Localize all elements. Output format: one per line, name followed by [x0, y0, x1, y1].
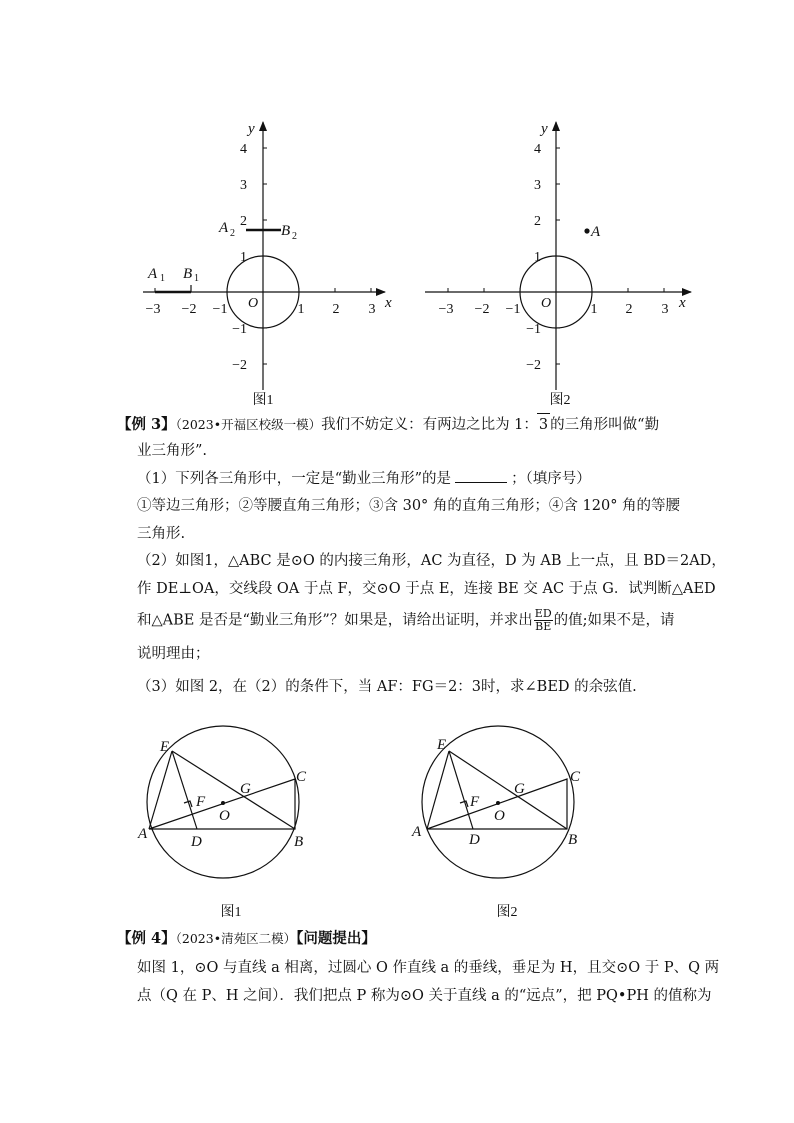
x-tick: 3	[661, 302, 669, 317]
y-tick: 1	[240, 250, 247, 265]
center-o	[496, 801, 500, 805]
segment-be	[449, 751, 567, 829]
y-tick: 2	[534, 214, 541, 229]
question-2-line2: 作 DE⊥OA，交线段 OA 于点 F，交⊙O 于点 E，连接 BE 交 AC 于点 G．试判断△AED	[137, 581, 716, 597]
label-b1: B	[183, 266, 193, 282]
y-tick: 4	[240, 142, 247, 157]
y-tick: −1	[232, 322, 247, 337]
section-title: 【问题提出】	[296, 930, 376, 947]
label-a: A	[138, 826, 148, 842]
fraction-ed-be: $\frac{ED}{BE}$	[534, 607, 552, 633]
question-1: （1）下列各三角形中，一定是“勤业三角形”的是 ；（填序号）	[137, 468, 774, 490]
coordinate-plot-left	[143, 121, 392, 408]
x-axis-label: x	[385, 295, 392, 311]
question-1-options: ①等边三角形；②等腰直角三角形；③含 30° 角的直角三角形；④含 120° 角的等腰	[137, 498, 681, 514]
origin-label: O	[248, 296, 259, 311]
label-b2: B	[281, 223, 291, 239]
y-tick: 3	[534, 178, 541, 193]
question-2-line3: 和△ABE 是否是“勤业三角形”？如果是，请给出证明，并求出 $\frac{ED}{BE}$ 的值;如果不是，请	[137, 607, 675, 633]
label-point-a: A	[591, 224, 601, 240]
svg-text:2: 2	[230, 228, 235, 239]
y-tick: 3	[240, 178, 247, 193]
right-angle-mark	[460, 801, 468, 807]
x-tick: −1	[212, 302, 228, 317]
y-tick: 4	[534, 142, 541, 157]
sqrt-three: 3	[537, 413, 550, 436]
coordinate-plot-right	[425, 121, 691, 408]
label-e: E	[437, 737, 447, 753]
coordinate-figures	[0, 0, 794, 415]
x-tick: 1	[590, 302, 598, 317]
right-angle-mark	[184, 801, 192, 807]
origin-label: O	[541, 296, 552, 311]
y-tick: −1	[526, 322, 541, 337]
segment-be	[172, 751, 295, 829]
label-b: B	[568, 832, 578, 848]
center-o	[221, 801, 225, 805]
y-axis-label: y	[248, 121, 255, 137]
figure-caption: 图1	[252, 393, 274, 408]
example-tag: 【例 3】	[117, 416, 176, 433]
example-source: （2023•开福区校级一模）	[175, 417, 322, 432]
segment-ae	[149, 751, 172, 829]
x-tick: 1	[297, 302, 305, 317]
example4-line2: 点（Q 在 P、H 之间）．我们把点 P 称为⊙O 关于直线 a 的“远点”，把 PQ•PH 的值称为	[137, 988, 712, 1004]
label-a: A	[412, 824, 422, 840]
question-1-options-cont: 三角形.	[137, 526, 186, 542]
figure-caption: 图2	[496, 905, 518, 920]
svg-text:2: 2	[292, 231, 297, 242]
figure-caption: 图1	[220, 905, 242, 920]
y-tick: 1	[534, 250, 541, 265]
question-2-line4: 说明理由；	[137, 646, 210, 662]
svg-text:1: 1	[160, 273, 165, 284]
label-f: F	[196, 794, 206, 810]
x-tick: −3	[145, 302, 161, 317]
question-2-line1: （2）如图1，△ABC 是⊙O 的内接三角形，AC 为直径，D 为 AB 上一点，且 BD＝2AD，	[137, 553, 726, 569]
x-tick: −2	[181, 302, 197, 317]
label-e: E	[160, 739, 170, 755]
label-o: O	[494, 808, 505, 824]
svg-text:1: 1	[194, 273, 199, 284]
question-3: （3）如图 2，在（2）的条件下，当 AF：FG＝2：3时，求∠BED 的余弦值.	[137, 679, 637, 695]
example-source: （2023•清苑区二模）	[175, 931, 297, 946]
label-g: G	[514, 781, 525, 797]
x-tick: 2	[625, 302, 633, 317]
x-tick: 3	[368, 302, 376, 317]
x-tick: −1	[505, 302, 521, 317]
y-tick: 2	[240, 214, 247, 229]
x-tick: −3	[438, 302, 454, 317]
example4-line1: 如图 1，⊙O 与直线 a 相离，过圆心 O 作直线 a 的垂线，垂足为 H，且交⊙O 于 P、Q 两	[137, 960, 720, 976]
x-axis-label: x	[679, 295, 686, 311]
x-tick: 2	[332, 302, 340, 317]
label-b: B	[294, 834, 304, 850]
label-d: D	[469, 832, 480, 848]
label-a1: A	[148, 266, 158, 282]
label-a2: A	[219, 220, 229, 236]
circle-figures	[0, 720, 794, 930]
y-axis-label: y	[541, 121, 548, 137]
example-tag: 【例 4】	[117, 930, 176, 947]
label-f: F	[470, 794, 480, 810]
label-d: D	[191, 834, 202, 850]
point-a	[584, 228, 589, 233]
label-g: G	[240, 781, 251, 797]
y-tick: −2	[526, 358, 541, 373]
figure-caption: 图2	[549, 393, 571, 408]
example3-intro: 【例 3】（2023•开福区校级一模）我们不妨定义：有两边之比为 1：3 的三角形叫做“勤	[117, 413, 774, 436]
example3-intro-cont: 业三角形”.	[137, 443, 208, 459]
y-tick: −2	[232, 358, 247, 373]
segment-ae	[427, 751, 449, 829]
label-c: C	[570, 769, 581, 785]
answer-blank	[455, 468, 507, 483]
x-tick: −2	[474, 302, 490, 317]
example4-header	[117, 928, 774, 950]
circle-figure-left	[147, 726, 299, 878]
label-o: O	[219, 808, 230, 824]
label-c: C	[296, 769, 307, 785]
